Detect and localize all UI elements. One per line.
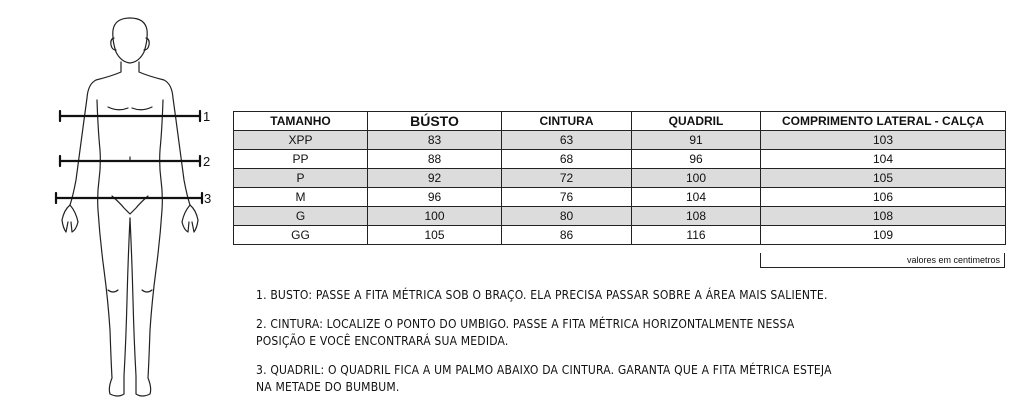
cell-size: GG	[234, 226, 368, 245]
cell-size: XPP	[234, 131, 368, 150]
marker-1: 1	[203, 109, 211, 124]
cell-busto: 83	[368, 131, 502, 150]
cell-size: PP	[234, 150, 368, 169]
table-row	[234, 226, 1006, 245]
cell-busto: 96	[368, 188, 502, 207]
table-row	[234, 188, 1006, 207]
cell-size: M	[234, 188, 368, 207]
header-comprimento: COMPRIMENTO LATERAL - CALÇA	[761, 112, 1006, 131]
unit-note: valores em centimetros	[760, 253, 1005, 268]
instruction-line: 3. QUADRIL: O QUADRIL FICA A UM PALMO ABAIXO DA CINTURA. GARANTA QUE A FITA MÉTRICA ESTEJA	[256, 363, 832, 377]
cell-cintura: 86	[502, 226, 632, 245]
hand-left	[62, 205, 78, 232]
cell-busto: 100	[368, 207, 502, 226]
marker-2: 2	[203, 154, 211, 169]
instruction-line: POSIÇÃO E VOCÊ ENCONTRARÁ SUA MEDIDA.	[256, 334, 509, 348]
header-cintura: CINTURA	[502, 112, 632, 131]
instruction-quadril	[256, 362, 832, 396]
cell-comprimento: 109	[761, 226, 1006, 245]
cell-comprimento: 104	[761, 150, 1006, 169]
cell-cintura: 80	[502, 207, 632, 226]
header-quadril: QUADRIL	[632, 112, 761, 131]
table-row	[234, 150, 1006, 169]
instruction-busto	[256, 287, 828, 304]
marker-3: 3	[204, 191, 212, 206]
header-busto: BÚSTO	[368, 112, 502, 131]
table-row	[234, 169, 1006, 188]
hand-right	[182, 205, 198, 232]
cell-cintura: 76	[502, 188, 632, 207]
head-outline	[113, 18, 147, 63]
instruction-cintura	[256, 316, 794, 350]
cell-size: G	[234, 207, 368, 226]
torso-outline	[70, 62, 121, 205]
cell-cintura: 63	[502, 131, 632, 150]
table-row	[234, 131, 1006, 150]
instruction-line: NA METADE DO BUMBUM.	[256, 380, 400, 394]
cell-quadril: 116	[632, 226, 761, 245]
cell-quadril: 108	[632, 207, 761, 226]
cell-quadril: 96	[632, 150, 761, 169]
size-table	[233, 111, 1006, 245]
cell-comprimento: 103	[761, 131, 1006, 150]
header-tamanho: TAMANHO	[234, 112, 368, 131]
cell-quadril: 100	[632, 169, 761, 188]
table-header-row	[234, 112, 1006, 131]
cell-quadril: 104	[632, 188, 761, 207]
legs-outline	[98, 210, 130, 396]
body-measurement-figure	[0, 0, 240, 418]
table-row	[234, 207, 1006, 226]
cell-busto: 105	[368, 226, 502, 245]
cell-comprimento: 108	[761, 207, 1006, 226]
cell-busto: 88	[368, 150, 502, 169]
cell-size: P	[234, 169, 368, 188]
cell-cintura: 72	[502, 169, 632, 188]
cell-busto: 92	[368, 169, 502, 188]
cell-comprimento: 106	[761, 188, 1006, 207]
cell-comprimento: 105	[761, 169, 1006, 188]
cell-quadril: 91	[632, 131, 761, 150]
instruction-line: 1. BUSTO: PASSE A FITA MÉTRICA SOB O BRAÇO. ELA PRECISA PASSAR SOBRE A ÁREA MAIS SALIENTE.	[256, 288, 828, 302]
cell-cintura: 68	[502, 150, 632, 169]
instruction-line: 2. CINTURA: LOCALIZE O PONTO DO UMBIGO. PASSE A FITA MÉTRICA HORIZONTALMENTE NESSA	[256, 317, 795, 331]
